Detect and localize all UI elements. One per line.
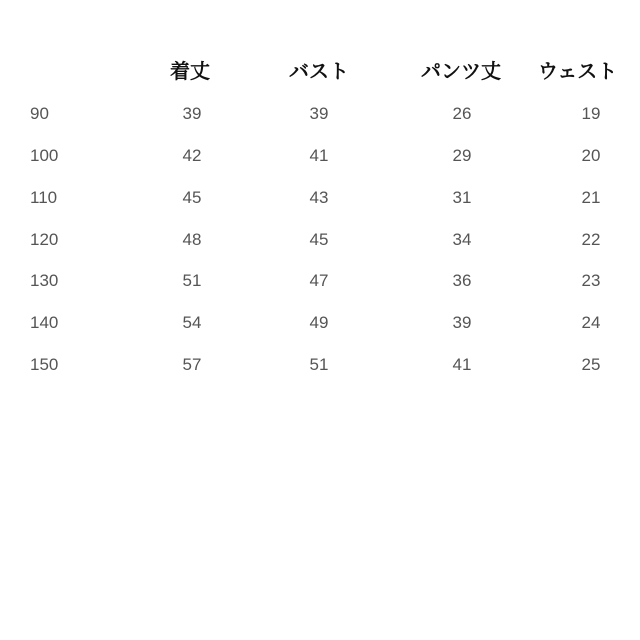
- waist-cell: 19: [581, 104, 601, 123]
- table-row: [0, 144, 640, 168]
- bust-cell: 51: [309, 355, 329, 374]
- table-row: [0, 228, 640, 252]
- bust-cell: 41: [309, 146, 329, 165]
- bust-cell: 39: [309, 104, 329, 123]
- waist-cell: 22: [581, 230, 601, 249]
- table-row: [0, 269, 640, 293]
- size-cell: 150: [30, 355, 59, 374]
- table-row: [0, 186, 640, 210]
- pants-length-cell: 31: [452, 188, 472, 207]
- size-cell: 100: [30, 146, 59, 165]
- pants-length-cell: 29: [452, 146, 472, 165]
- table-row: [0, 353, 640, 377]
- length-cell: 51: [182, 271, 202, 290]
- size-cell: 130: [30, 271, 59, 290]
- waist-cell: 21: [581, 188, 601, 207]
- waist-cell: 24: [581, 313, 601, 332]
- length-cell: 48: [182, 230, 202, 249]
- size-cell: 140: [30, 313, 59, 332]
- table-row: [0, 311, 640, 335]
- bust-cell: 49: [309, 313, 329, 332]
- pants-length-cell: 26: [452, 104, 472, 123]
- pants-length-cell: 39: [452, 313, 472, 332]
- table-row: [0, 102, 640, 126]
- header-waist: ウェスト: [538, 59, 618, 83]
- length-cell: 45: [182, 188, 202, 207]
- pants-length-cell: 34: [452, 230, 472, 249]
- length-cell: 39: [182, 104, 202, 123]
- length-cell: 42: [182, 146, 202, 165]
- length-cell: 57: [182, 355, 202, 374]
- header-bust: バスト: [289, 59, 349, 83]
- waist-cell: 20: [581, 146, 601, 165]
- size-cell: 110: [30, 188, 58, 207]
- bust-cell: 47: [309, 271, 329, 290]
- header-pants-length: パンツ丈: [421, 59, 501, 83]
- bust-cell: 45: [309, 230, 329, 249]
- size-cell: 90: [30, 104, 49, 123]
- length-cell: 54: [182, 313, 202, 332]
- header-length: 着丈: [170, 59, 210, 83]
- pants-length-cell: 36: [452, 271, 472, 290]
- waist-cell: 25: [581, 355, 601, 374]
- waist-cell: 23: [581, 271, 601, 290]
- pants-length-cell: 41: [452, 355, 472, 374]
- bust-cell: 43: [309, 188, 329, 207]
- size-cell: 120: [30, 230, 59, 249]
